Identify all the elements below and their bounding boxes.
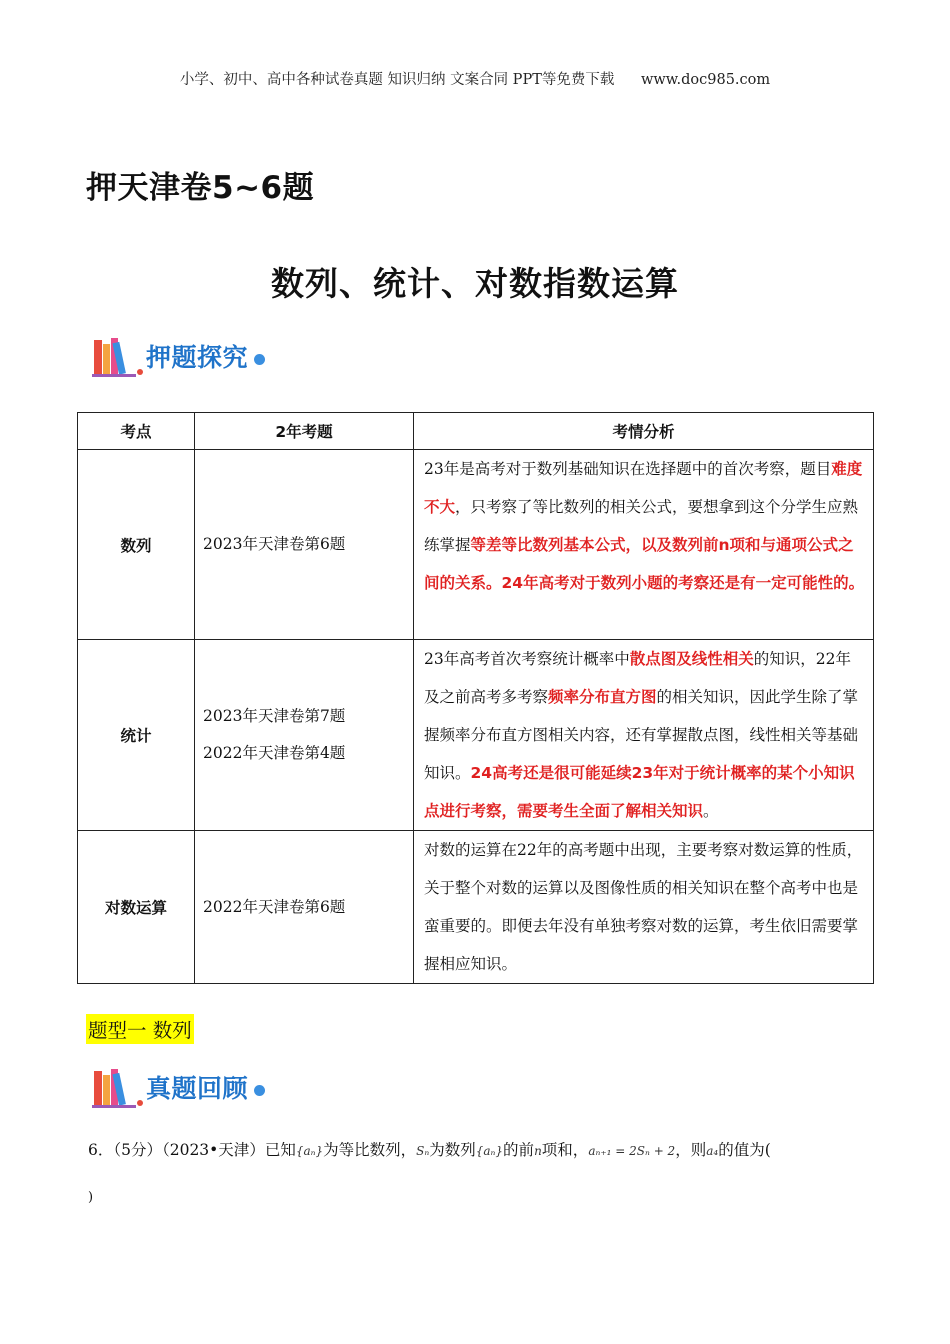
analysis-text: 23年高考首次考察统计概率中 xyxy=(424,650,630,668)
analysis-highlight: 频率分布直方图 xyxy=(548,688,657,706)
books-icon xyxy=(92,1065,144,1109)
exam-item: 2022年天津卷第6题 xyxy=(203,897,346,916)
banner-dot xyxy=(254,354,265,365)
math-sequence: {aₙ} xyxy=(475,1144,504,1158)
row-exams xyxy=(195,831,414,984)
header-site-link[interactable]: www.doc985.com xyxy=(640,72,771,88)
exam-item: 2023年天津卷第7题 xyxy=(203,707,346,725)
banner-review xyxy=(92,1064,265,1110)
question-type-label: 题型一 数列 xyxy=(86,1014,194,1044)
analysis-text: 的相关知识，因此学生除了掌握频率分布直方图相关内容，还有掌握散点图，线性相关等基础知识。 xyxy=(424,688,859,782)
row-exams xyxy=(195,450,414,640)
banner-explore xyxy=(92,333,265,379)
banner-explore-text: 押题探究 xyxy=(146,343,249,372)
books-icon xyxy=(92,334,144,378)
row-exams xyxy=(195,640,414,831)
math-sum: Sₙ xyxy=(416,1144,430,1158)
question-text: 为等比数列， xyxy=(323,1141,417,1159)
table-row xyxy=(78,640,874,831)
question-close-paren: ) xyxy=(88,1190,94,1205)
table-header-row xyxy=(78,413,874,450)
header-topic: 考点 xyxy=(78,413,195,450)
analysis-text: 。 xyxy=(703,802,719,820)
question-text: 为数列 xyxy=(429,1141,476,1159)
question-text: 的前 xyxy=(503,1141,535,1159)
banner-review-text: 真题回顾 xyxy=(146,1074,249,1103)
page-header xyxy=(0,68,950,89)
question-text: 的值为( xyxy=(718,1141,771,1159)
header-analysis: 考情分析 xyxy=(414,413,874,450)
row-topic: 对数运算 xyxy=(78,831,195,984)
question-text: 6．（5分）（2023•天津）已知 xyxy=(88,1141,296,1159)
analysis-highlight: 难度不大 xyxy=(424,460,863,516)
exam-item: 2023年天津卷第6题 xyxy=(203,535,346,553)
table-row xyxy=(78,831,874,984)
math-recurrence: aₙ₊₁ = 2Sₙ + 2 xyxy=(588,1144,676,1158)
document-subtitle: 数列、统计、对数指数运算 xyxy=(271,264,679,303)
header-exams: 2年考题 xyxy=(195,413,414,450)
analysis-highlight: 散点图及线性相关 xyxy=(629,650,754,668)
row-topic: 数列 xyxy=(78,450,195,640)
row-analysis xyxy=(414,640,874,831)
math-n: n xyxy=(534,1144,542,1158)
analysis-highlight: 24高考还是很可能延续23年对于统计概率的某个小知识点进行考察，需要考生全面了解相关知识 xyxy=(424,764,855,820)
math-sequence: {aₙ} xyxy=(295,1144,324,1158)
exam-item: 2022年天津卷第4题 xyxy=(203,744,346,762)
analysis-highlight: 等差等比数列基本公式，以及数列前n项和与通项公式之间的关系。24年高考对于数列小题的考察还是有一定可能性的。 xyxy=(424,536,865,592)
row-topic: 统计 xyxy=(78,640,195,831)
row-analysis xyxy=(414,450,874,640)
analysis-text: 的知识，22年及之前高考多考察 xyxy=(424,650,851,706)
question-text: 项和， xyxy=(541,1141,589,1159)
math-a4: a₄ xyxy=(706,1144,719,1158)
banner-dot xyxy=(254,1085,265,1096)
analysis-text: 23年是高考对于数列基础知识在选择题中的首次考察，题目 xyxy=(424,460,832,478)
row-analysis xyxy=(414,831,874,984)
analysis-text: 对数的运算在22年的高考题中出现，主要考察对数运算的性质，关于整个对数的运算以及图像性质的相关知识在整个高考中也是蛮重要的。即便去年没有单独考察对数的运算，考生依旧需要掌握相应知识。 xyxy=(424,841,863,973)
table-row xyxy=(78,450,874,640)
header-text: 小学、初中、高中各种试卷真题 知识归纳 文案合同 PPT等免费下载 xyxy=(179,72,615,88)
analysis-text: ，只考察了等比数列的相关公式，要想拿到这个分学生应熟练掌握 xyxy=(424,498,859,554)
question-6 xyxy=(88,1140,878,1205)
analysis-table xyxy=(77,412,874,984)
document-title: 押天津卷5~6题 xyxy=(86,170,315,206)
question-text: ，则 xyxy=(675,1141,707,1159)
